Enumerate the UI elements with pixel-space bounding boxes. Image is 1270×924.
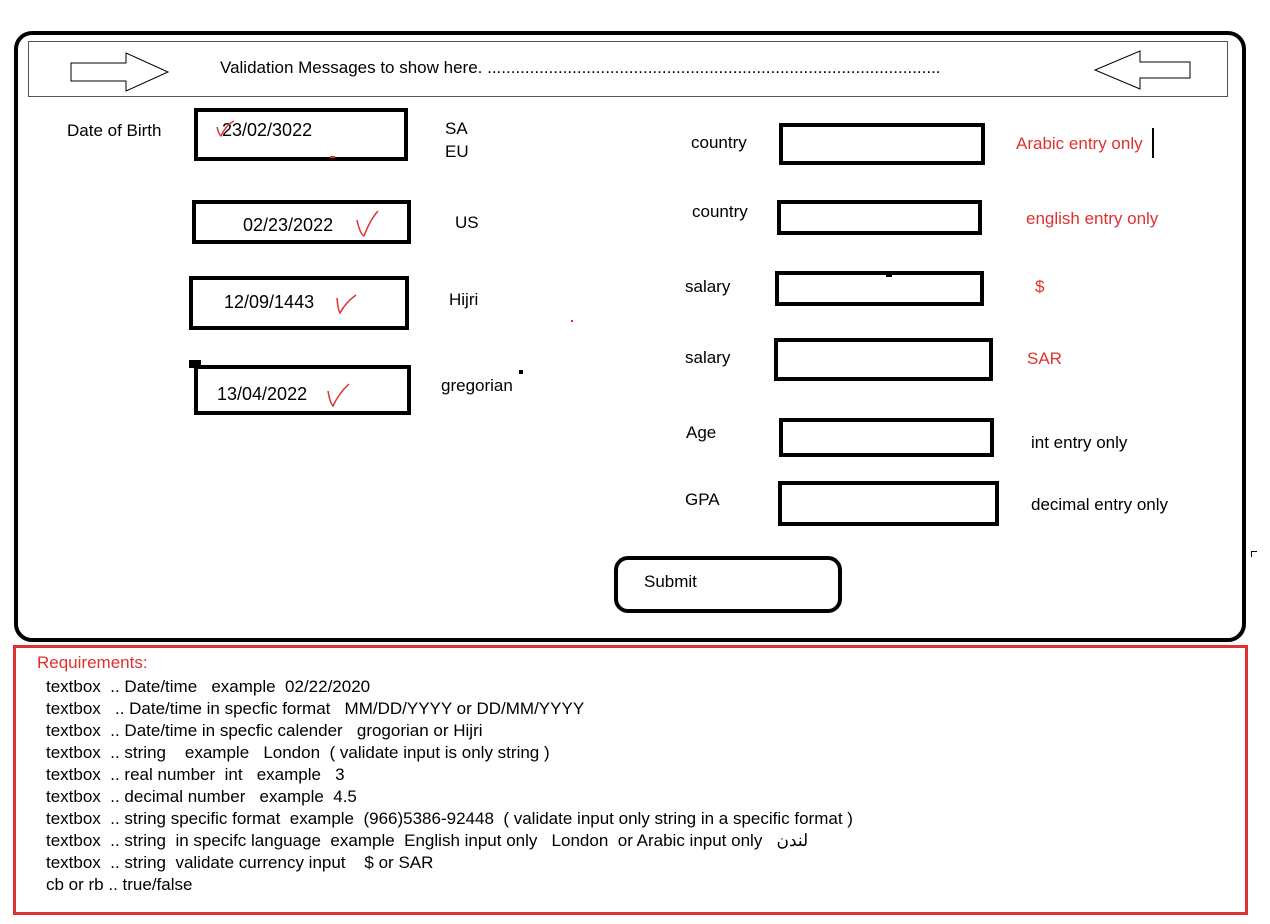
format-hijri: Hijri	[449, 290, 479, 309]
salary-usd-input[interactable]	[775, 271, 984, 306]
submit-button[interactable]: Submit	[614, 556, 842, 613]
age-label: Age	[686, 423, 717, 442]
salary-sar-input[interactable]	[774, 338, 993, 381]
dob-label: Date of Birth	[67, 121, 162, 140]
salary-usd-hint: $	[1035, 277, 1045, 296]
country-english-label: country	[692, 202, 748, 221]
stray-mark	[519, 370, 523, 374]
format-gregorian: gregorian	[441, 376, 513, 395]
format-eu: EU	[445, 142, 469, 161]
salary-usd-label: salary	[685, 277, 731, 296]
arrow-right-icon	[70, 52, 170, 94]
age-input[interactable]	[779, 418, 994, 457]
requirement-item: textbox .. string example London ( validate input is only string )	[46, 743, 550, 762]
dob-input-hijri-value: 12/09/1443	[224, 292, 315, 312]
text-caret	[1152, 128, 1154, 158]
requirement-item: textbox .. string in specifc language example English input only London or Arabic input only لندن	[46, 831, 809, 850]
country-arabic-hint: Arabic entry only	[1016, 134, 1143, 153]
requirement-item: textbox .. Date/time example 02/22/2020	[46, 677, 371, 696]
requirements-title: Requirements:	[37, 653, 148, 672]
validation-message: Validation Messages to show here. ................................................................................................	[220, 58, 941, 77]
dob-input-hijri[interactable]	[189, 276, 409, 330]
salary-sar-hint: SAR	[1027, 349, 1062, 368]
requirement-item: textbox .. string specific format example (966)5386-92448 ( validate input only string in a specific format )	[46, 809, 853, 828]
salary-sar-label: salary	[685, 348, 731, 367]
checkmark-icon	[325, 381, 353, 409]
requirement-item: textbox .. Date/time in specfic format MM/DD/YYYY or DD/MM/YYYY	[46, 699, 585, 718]
country-english-hint: english entry only	[1026, 209, 1159, 228]
requirement-item: textbox .. Date/time in specfic calender grogorian or Hijri	[46, 721, 483, 740]
requirement-item: textbox .. real number int example 3	[46, 765, 345, 784]
checkmark-icon	[354, 208, 382, 240]
stray-mark	[1251, 551, 1257, 557]
gpa-hint: decimal entry only	[1031, 495, 1169, 514]
requirement-item: textbox .. string validate currency input $ or SAR	[46, 853, 434, 872]
dob-input-sa-value: 23/02/3022	[222, 120, 313, 140]
format-sa: SA	[445, 119, 468, 138]
requirement-item: textbox .. decimal number example 4.5	[46, 787, 357, 806]
dob-input-gregorian-value: 13/04/2022	[217, 384, 308, 404]
dob-input-us-value: 02/23/2022	[243, 215, 334, 235]
stray-mark	[571, 320, 573, 322]
checkmark-icon	[334, 292, 360, 316]
country-arabic-input[interactable]	[779, 123, 985, 165]
country-arabic-label: country	[691, 133, 747, 152]
requirement-item: cb or rb .. true/false	[46, 875, 193, 894]
gpa-input[interactable]	[778, 481, 999, 526]
invalid-mark-icon	[214, 119, 236, 139]
arrow-left-icon	[1094, 50, 1192, 92]
stray-mark	[330, 156, 335, 158]
requirements-list	[46, 676, 853, 896]
age-hint: int entry only	[1031, 433, 1128, 452]
dob-input-gregorian[interactable]	[194, 365, 411, 415]
stray-mark	[189, 360, 201, 368]
gpa-label: GPA	[685, 490, 720, 509]
stray-mark	[886, 274, 892, 277]
country-english-input[interactable]	[777, 200, 982, 235]
format-us: US	[455, 213, 479, 232]
